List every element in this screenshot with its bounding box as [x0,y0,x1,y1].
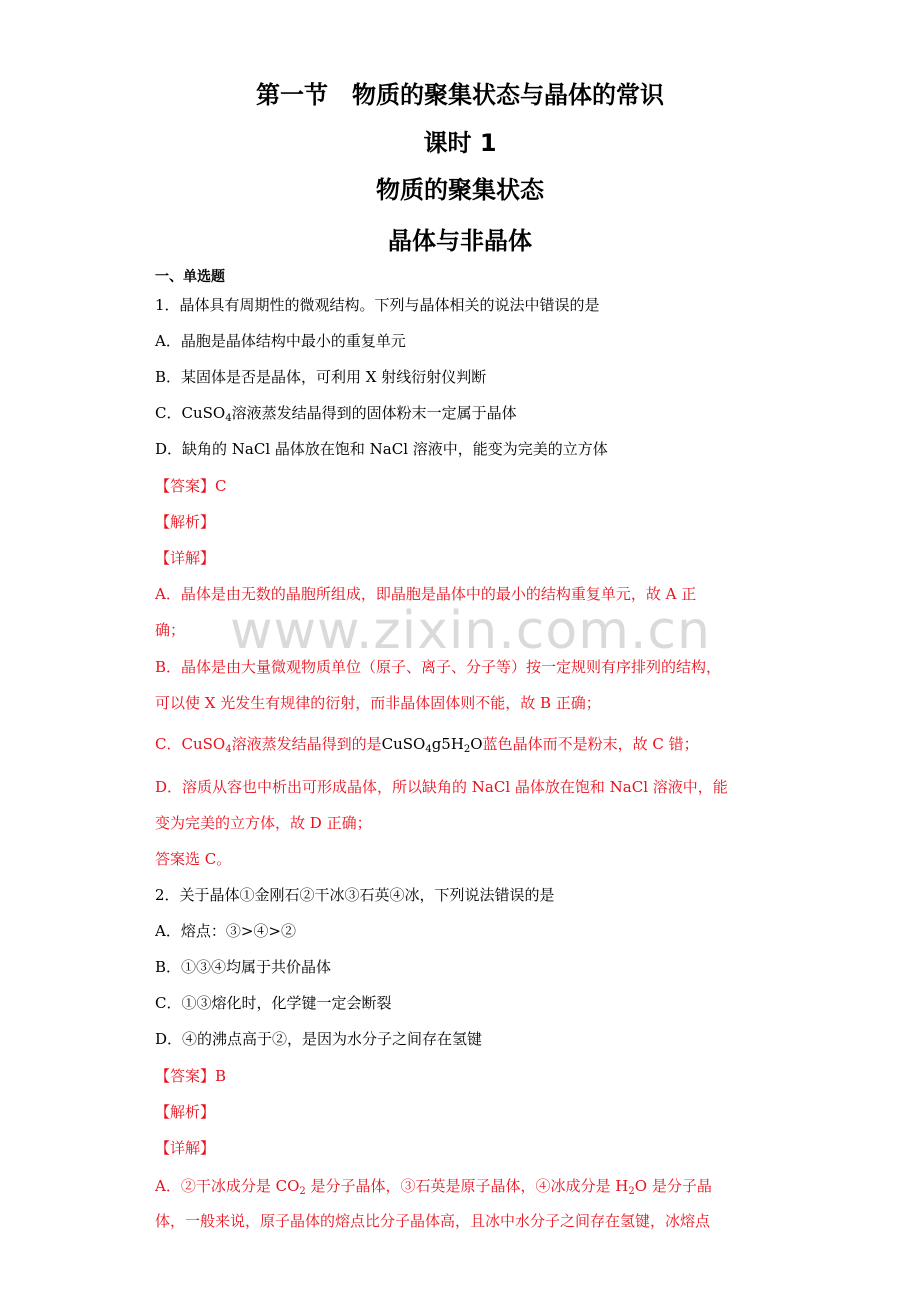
q2-explanation-a-line1 [155,1175,765,1197]
q1-option-a: A．晶胞是晶体结构中最小的重复单元 [155,332,406,350]
exp-a-part1: A．②干冰成分是 CO [155,1177,300,1195]
answer-tag: 【答案】 [155,477,216,495]
exp-a-part2: 是分子晶体，③石英是原子晶体，④冰成分是 H [305,1177,629,1195]
q1-explanation-b-line1: B．晶体是由大量微观物质单位（原子、离子、分子等）按一定规则有序排列的结构， [155,658,722,676]
q1-explanation-d-line1: D．溶质从容也中析出可形成晶体，所以缺角的 NaCl 晶体放在饱和 NaCl 溶液中，能 [155,778,728,796]
q2-detail-tag: 【详解】 [155,1139,216,1157]
formula-sub: 4 [425,744,432,755]
q1-stem: 1．晶体具有周期性的微观结构。下列与晶体相关的说法中错误的是 [155,296,600,314]
q1-option-d: D．缺角的 NaCl 晶体放在饱和 NaCl 溶液中，能变为完美的立方体 [155,440,608,458]
answer-tag: 【答案】 [155,1067,216,1085]
exp-c-formula [382,735,483,753]
exp-a-sub1: 2 [299,1186,306,1197]
q1-option-c [155,402,765,424]
q1-conclusion: 答案选 C。 [155,850,232,868]
q2-stem: 2．关于晶体①金刚石②干冰③石英④冰，下列说法错误的是 [155,886,555,904]
exp-c-mid: 溶液蒸发结晶得到的是 [231,735,382,753]
lesson-title: 课时 1 [423,129,497,157]
exp-a-sub2: 2 [628,1186,635,1197]
q1-explanation-b-line2: 可以使 X 光发生有规律的衍射，而非晶体固体则不能，故 B 正确； [155,694,601,712]
q2-option-c: C．①③熔化时，化学键一定会断裂 [155,994,392,1012]
q1-explanation-d-line2: 变为完美的立方体，故 D 正确； [155,814,372,832]
formula-mid: g5H [431,735,464,753]
chapter-title: 第一节 物质的聚集状态与晶体的常识 [256,81,664,109]
subtopic-title: 晶体与非晶体 [388,227,532,255]
q2-option-d: D．④的沸点高于②，是因为水分子之间存在氢键 [155,1030,483,1048]
exp-a-part3: O 是分子晶 [634,1177,712,1195]
q2-answer [155,1065,765,1087]
q1-detail-tag: 【详解】 [155,549,216,567]
q1-option-c-sub: 4 [225,413,232,424]
q1-option-c-post: 溶液蒸发结晶得到的固体粉末一定属于晶体 [231,404,517,422]
formula-sub2: 2 [463,744,471,755]
q1-answer [155,475,765,497]
section-label: 一、单选题 [155,269,225,285]
exp-c-post: 蓝色晶体而不是粉末，故 C 错； [482,735,699,753]
topic-title: 物质的聚集状态 [376,176,544,204]
watermark: www.zixin.com.cn [230,601,711,661]
exp-c-pre: C．CuSO [155,735,226,753]
formula-post: O [470,735,483,753]
q1-explanation-a-line1: A．晶体是由无数的晶胞所组成，即晶胞是晶体中的最小的结构重复单元，故 A 正 [155,585,697,603]
q1-explanation-a-line2: 确； [155,621,186,639]
q1-option-c-pre: C．CuSO [155,404,226,422]
answer-value: C [215,477,227,495]
q1-explanation-c [155,733,765,755]
formula-pre: CuSO [381,735,426,753]
q1-option-b: B．某固体是否是晶体，可利用 X 射线衍射仪判断 [155,368,487,386]
q1-analysis-tag: 【解析】 [155,513,216,531]
exp-c-sub1: 4 [225,744,232,755]
q2-explanation-a-line2: 体，一般来说，原子晶体的熔点比分子晶体高，且冰中水分子之间存在氢键，冰熔点 [155,1212,711,1230]
q2-analysis-tag: 【解析】 [155,1103,216,1121]
answer-value: B [215,1067,227,1085]
q2-option-b: B．①③④均属于共价晶体 [155,958,332,976]
q2-option-a: A．熔点：③>④>② [155,922,296,940]
